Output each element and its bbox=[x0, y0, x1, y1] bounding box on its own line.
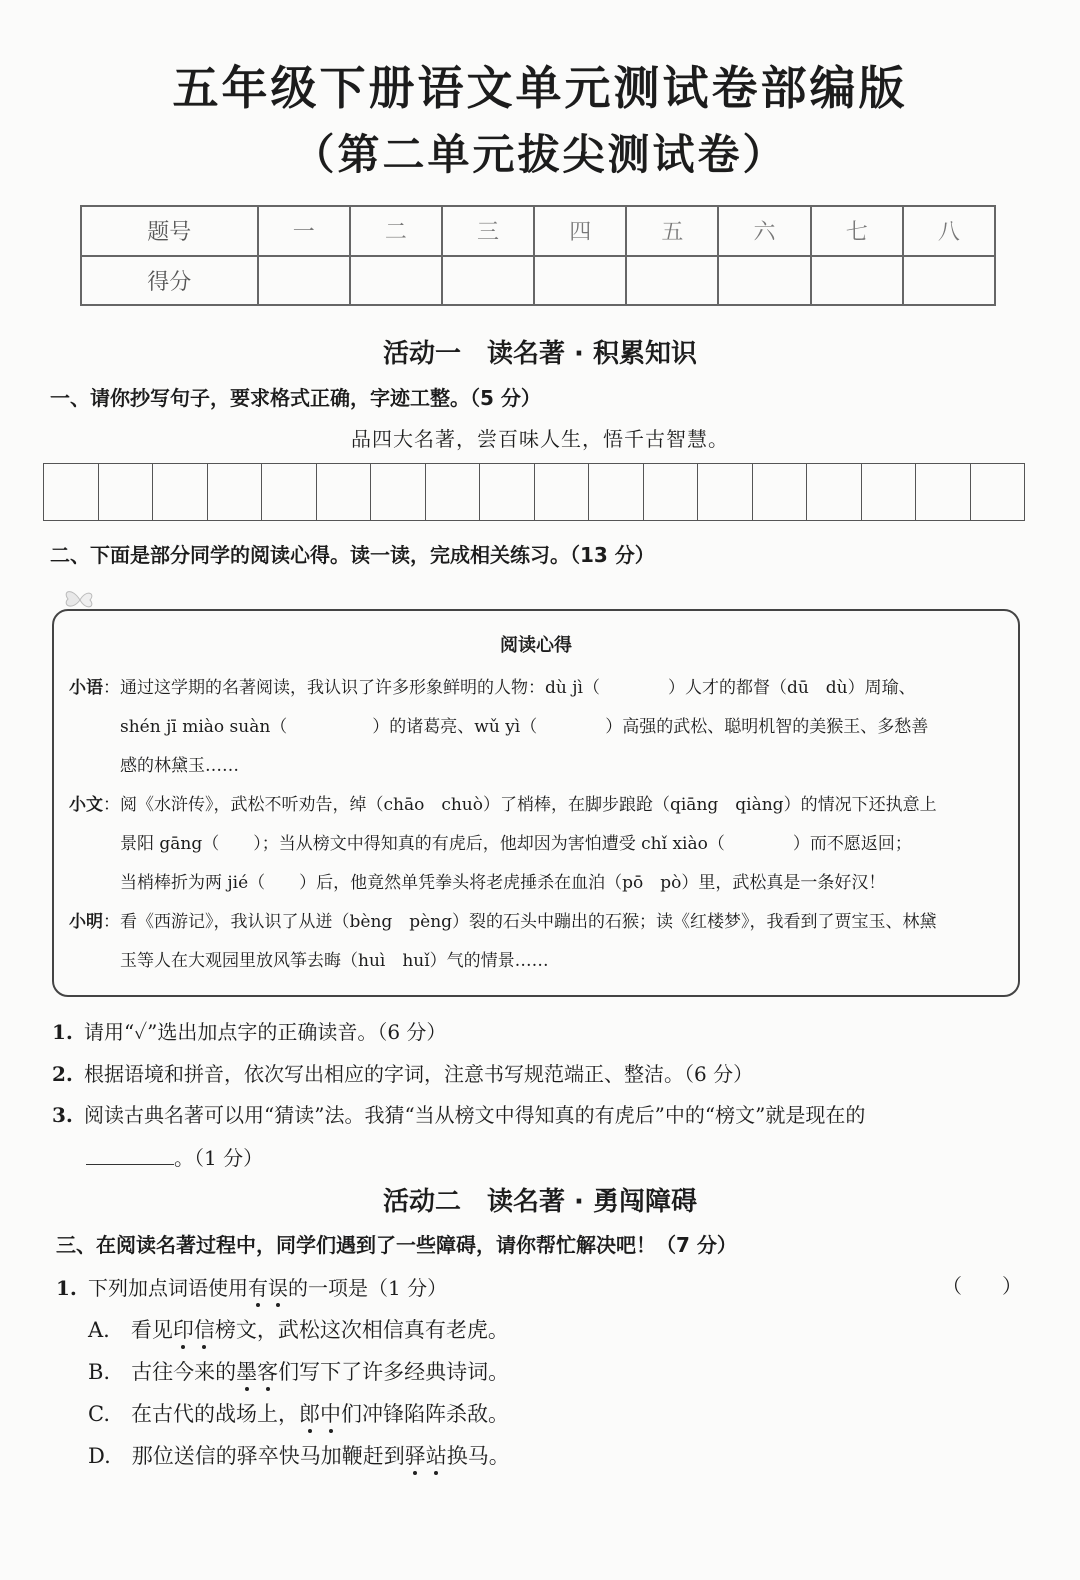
dotted-char: 印 bbox=[172, 1318, 194, 1342]
option-text: A. 看见 bbox=[88, 1318, 173, 1342]
reading-notes-title: 阅读心得 bbox=[500, 635, 572, 656]
question-2 bbox=[52, 1058, 753, 1087]
activity2-title: 活动二 读名著 · 勇闯障碍 bbox=[383, 1187, 697, 1217]
dotted-char: 中 bbox=[320, 1402, 341, 1426]
grid-cell[interactable] bbox=[807, 464, 862, 520]
speaker-xiaowen: 小文 bbox=[69, 795, 103, 815]
copy-sentence: 品四大名著，尝百味人生，悟千古智慧。 bbox=[351, 427, 729, 451]
option-text: 换马。 bbox=[446, 1444, 510, 1468]
grid-cell[interactable] bbox=[971, 464, 1025, 520]
option-text: B. 古往今来的 bbox=[88, 1360, 237, 1384]
score-cell[interactable] bbox=[903, 256, 995, 306]
dotted-char: 郎 bbox=[299, 1402, 320, 1426]
score-table-score-row bbox=[81, 256, 995, 306]
xiaowen-line-1 bbox=[69, 790, 937, 815]
xiaoming-line-2: 玉等人在大观园里放风筝去晦（huì huǐ）气的情景…… bbox=[120, 951, 549, 971]
xiaowen-line-3: 当梢棒折为两 jié（ ）后，他竟然单凭拳头将老虎捶杀在血泊（pō pò）里，武松真是一条好汉！ bbox=[120, 873, 886, 893]
grid-cell[interactable] bbox=[916, 464, 971, 520]
score-cell[interactable] bbox=[442, 256, 534, 306]
option-text: C. 在古代的战场上， bbox=[88, 1402, 299, 1426]
score-table-column: 七 bbox=[811, 206, 903, 256]
option-b[interactable] bbox=[88, 1356, 509, 1386]
option-a[interactable] bbox=[88, 1314, 509, 1344]
grid-cell[interactable] bbox=[589, 464, 644, 520]
page-title: 五年级下册语文单元测试卷部编版 bbox=[172, 61, 908, 115]
speaker-xiaoyu: 小语 bbox=[69, 678, 103, 698]
question-3 bbox=[52, 1099, 865, 1128]
score-cell[interactable] bbox=[718, 256, 810, 306]
speaker-xiaoming: 小明 bbox=[69, 912, 103, 932]
section1-heading: 一、请你抄写句子，要求格式正确，字迹工整。（5 分） bbox=[50, 386, 541, 410]
grid-cell[interactable] bbox=[44, 464, 99, 520]
score-cell[interactable] bbox=[350, 256, 442, 306]
grid-cell[interactable] bbox=[317, 464, 372, 520]
score-table-row1-label: 题号 bbox=[81, 206, 258, 256]
grid-cell[interactable] bbox=[153, 464, 208, 520]
xiaoyu-text-1: ：通过这学期的名著阅读，我认识了许多形象鲜明的人物：dù jì（ ）人才的都督（dū dù）周瑜、 bbox=[103, 678, 916, 698]
grid-cell[interactable] bbox=[208, 464, 263, 520]
dotted-char: 墨 bbox=[236, 1360, 258, 1384]
score-cell[interactable] bbox=[258, 256, 350, 306]
answer-parentheses[interactable]: （ ） bbox=[942, 1274, 1022, 1298]
grid-cell[interactable] bbox=[644, 464, 699, 520]
question-text: 根据语境和拼音，依次写出相应的字词，注意书写规范端正、整洁。（6 分） bbox=[84, 1062, 754, 1086]
question-text-part: 下列加点词语使用 bbox=[88, 1276, 248, 1300]
option-text: 们冲锋陷阵杀敌。 bbox=[341, 1402, 509, 1426]
score-table-column: 二 bbox=[350, 206, 442, 256]
question-text: 阅读古典名著可以用“猜读”法。我猜“当从榜文中得知真的有虎后”中的“榜文”就是现在的 bbox=[84, 1103, 866, 1127]
grid-cell[interactable] bbox=[371, 464, 426, 520]
option-d[interactable] bbox=[88, 1440, 510, 1470]
dotted-char: 驿 bbox=[404, 1444, 426, 1468]
score-table bbox=[80, 205, 996, 306]
dotted-char: 信 bbox=[193, 1318, 215, 1342]
answer-blank[interactable] bbox=[86, 1148, 174, 1165]
score-table-header-row bbox=[81, 206, 995, 256]
score-cell[interactable] bbox=[626, 256, 718, 306]
grid-cell[interactable] bbox=[535, 464, 590, 520]
xiaoming-text-1: ：看《西游记》，我认识了从迸（bèng pèng）裂的石头中蹦出的石猴；读《红楼梦》，我看到了贾宝玉、林黛 bbox=[103, 912, 937, 932]
section2-heading: 二、下面是部分同学的阅读心得。读一读，完成相关练习。（13 分） bbox=[50, 543, 655, 567]
page-subtitle: （第二单元拔尖测试卷） bbox=[292, 130, 788, 179]
grid-cell[interactable] bbox=[262, 464, 317, 520]
grid-cell[interactable] bbox=[753, 464, 808, 520]
xiaowen-line-2: 景阳 gāng（ ）；当从榜文中得知真的有虎后，他却因为害怕遭受 chǐ xiào（ ）而不愿返回； bbox=[120, 834, 912, 854]
question-3-1 bbox=[56, 1272, 447, 1301]
dotted-char: 有 bbox=[248, 1276, 268, 1300]
question-3-continued bbox=[86, 1142, 263, 1171]
question-number: 3. bbox=[52, 1103, 73, 1127]
xiaoming-line-1 bbox=[69, 907, 937, 932]
score-table-column: 四 bbox=[534, 206, 626, 256]
dotted-char: 站 bbox=[425, 1444, 447, 1468]
xiaoyu-line-3: 感的林黛玉…… bbox=[120, 756, 239, 776]
xiaoyu-line-1 bbox=[69, 673, 916, 698]
question-text-part: 的一项是（1 分） bbox=[288, 1276, 448, 1300]
grid-cell[interactable] bbox=[698, 464, 753, 520]
grid-cell[interactable] bbox=[99, 464, 154, 520]
score-table-row2-label: 得分 bbox=[81, 256, 258, 306]
question-1 bbox=[52, 1016, 446, 1045]
writing-grid[interactable] bbox=[43, 463, 1025, 521]
grid-cell[interactable] bbox=[480, 464, 535, 520]
question-3-tail: 。（1 分） bbox=[174, 1146, 264, 1170]
score-cell[interactable] bbox=[811, 256, 903, 306]
grid-cell[interactable] bbox=[426, 464, 481, 520]
activity1-title: 活动一 读名著 · 积累知识 bbox=[383, 339, 697, 369]
score-table-column: 一 bbox=[258, 206, 350, 256]
dotted-char: 客 bbox=[257, 1360, 279, 1384]
score-table-column: 三 bbox=[442, 206, 534, 256]
score-cell[interactable] bbox=[534, 256, 626, 306]
xiaowen-text-1: ：阅《水浒传》，武松不听劝告，绰（chāo chuò）了梢棒，在脚步踉跄（qiāng qiàng）的情况下还执意上 bbox=[103, 795, 937, 815]
xiaoyu-line-2: shén jī miào suàn（ ）的诸葛亮、wǔ yì（ ）高强的武松、聪明机智的美猴王、多愁善 bbox=[120, 717, 929, 737]
section3-heading: 三、在阅读名著过程中，同学们遇到了一些障碍，请你帮忙解决吧！（7 分） bbox=[56, 1233, 737, 1257]
question-number: 1. bbox=[56, 1276, 77, 1300]
grid-cell[interactable] bbox=[862, 464, 917, 520]
score-table-column: 五 bbox=[626, 206, 718, 256]
option-c[interactable] bbox=[88, 1398, 509, 1428]
option-text: 榜文，武松这次相信真有老虎。 bbox=[214, 1318, 509, 1342]
score-table-column: 八 bbox=[903, 206, 995, 256]
option-text: 们写下了许多经典诗词。 bbox=[278, 1360, 510, 1384]
score-table-column: 六 bbox=[718, 206, 810, 256]
question-number: 1. bbox=[52, 1020, 73, 1044]
question-text: 请用“✓”选出加点字的正确读音。（6 分） bbox=[84, 1020, 447, 1044]
reading-notes-box bbox=[52, 609, 1020, 997]
question-number: 2. bbox=[52, 1062, 73, 1086]
option-text: D. 那位送信的驿卒快马加鞭赶到 bbox=[88, 1444, 405, 1468]
dotted-char: 误 bbox=[268, 1276, 288, 1300]
